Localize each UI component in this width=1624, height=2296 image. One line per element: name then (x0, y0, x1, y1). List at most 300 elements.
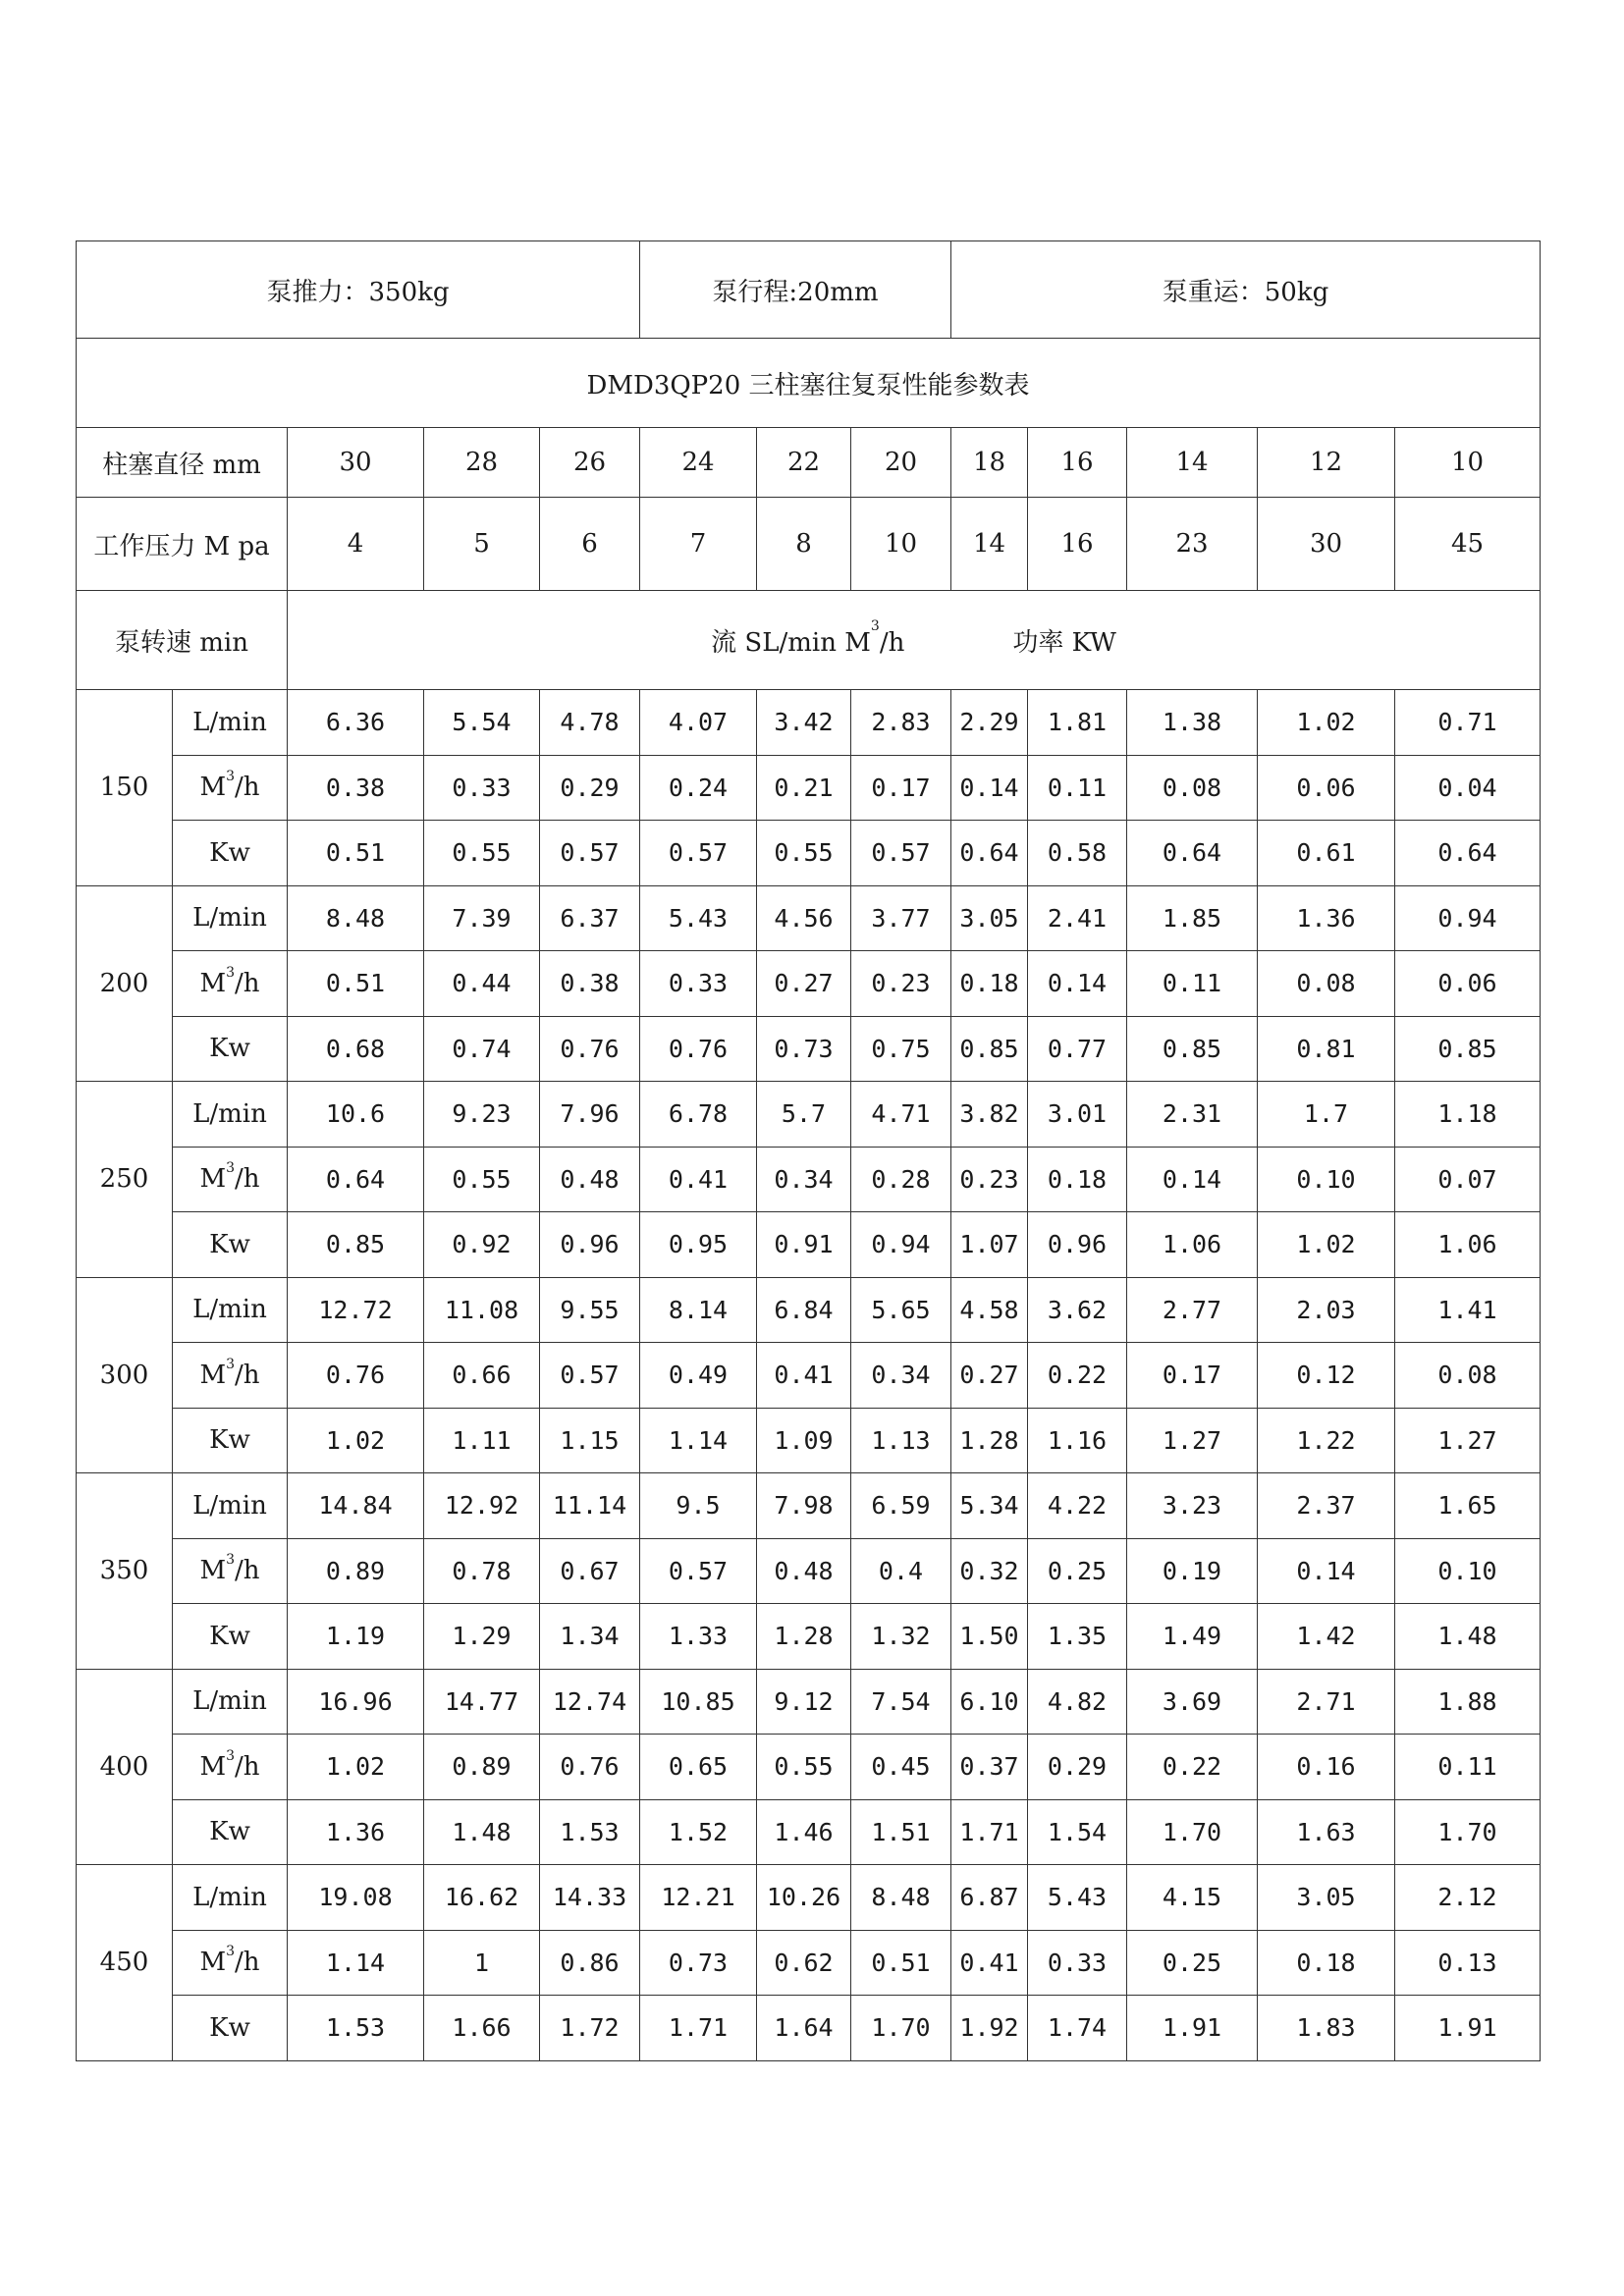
unit-kw: Kw (173, 1212, 288, 1278)
value-cell: 12.72 (288, 1277, 424, 1343)
value-cell: 0.38 (540, 951, 640, 1017)
value-cell: 1.02 (288, 1408, 424, 1473)
data-row (77, 1604, 1541, 1670)
value-cell: 0.65 (640, 1735, 757, 1800)
value-cell: 1.88 (1395, 1669, 1541, 1735)
value-cell: 5.54 (424, 690, 540, 756)
diameter-value-2: 26 (540, 428, 640, 498)
value-cell: 1.42 (1258, 1604, 1395, 1670)
value-cell: 0.44 (424, 951, 540, 1017)
data-row (77, 1016, 1541, 1082)
value-cell: 0.45 (851, 1735, 951, 1800)
pressure-value-0: 4 (288, 498, 424, 591)
value-cell: 1.36 (288, 1799, 424, 1865)
value-cell: 4.07 (640, 690, 757, 756)
value-cell: 0.41 (951, 1930, 1028, 1996)
value-cell: 1.52 (640, 1799, 757, 1865)
value-cell: 1.27 (1395, 1408, 1541, 1473)
value-cell: 1.91 (1127, 1996, 1258, 2061)
value-cell: 0.28 (851, 1147, 951, 1212)
value-cell: 2.12 (1395, 1865, 1541, 1931)
value-cell: 0.55 (757, 1735, 851, 1800)
pressure-value-8: 23 (1127, 498, 1258, 591)
value-cell: 5.34 (951, 1473, 1028, 1539)
value-cell: 1.28 (951, 1408, 1028, 1473)
value-cell: 1.81 (1028, 690, 1127, 756)
value-cell: 11.08 (424, 1277, 540, 1343)
value-cell: 0.71 (1395, 690, 1541, 756)
value-cell: 2.71 (1258, 1669, 1395, 1735)
value-cell: 1.14 (640, 1408, 757, 1473)
data-row (77, 1735, 1541, 1800)
value-cell: 0.10 (1258, 1147, 1395, 1212)
value-cell: 1.11 (424, 1408, 540, 1473)
value-cell: 0.57 (851, 821, 951, 886)
performance-sheet (76, 240, 1541, 2061)
data-row (77, 1669, 1541, 1735)
value-cell: 1.38 (1127, 690, 1258, 756)
value-cell: 0.85 (288, 1212, 424, 1278)
speed-header-row (77, 591, 1541, 690)
value-cell: 5.43 (1028, 1865, 1127, 1931)
speed-value: 350 (77, 1473, 173, 1670)
value-cell: 0.73 (757, 1016, 851, 1082)
value-cell: 0.78 (424, 1538, 540, 1604)
diameter-value-8: 14 (1127, 428, 1258, 498)
value-cell: 0.55 (424, 1147, 540, 1212)
value-cell: 2.83 (851, 690, 951, 756)
unit-lmin: L/min (173, 1865, 288, 1931)
value-cell: 0.51 (288, 951, 424, 1017)
pressure-value-6: 14 (951, 498, 1028, 591)
speed-value: 150 (77, 690, 173, 886)
value-cell: 9.55 (540, 1277, 640, 1343)
value-cell: 1.83 (1258, 1996, 1395, 2061)
speed-label: 泵转速 min (77, 591, 288, 690)
diameter-value-5: 20 (851, 428, 951, 498)
speed-value: 200 (77, 885, 173, 1082)
value-cell: 0.11 (1127, 951, 1258, 1017)
diameter-value-4: 22 (757, 428, 851, 498)
value-cell: 1.32 (851, 1604, 951, 1670)
pressure-row (77, 498, 1541, 591)
value-cell: 4.82 (1028, 1669, 1127, 1735)
value-cell: 1.35 (1028, 1604, 1127, 1670)
value-cell: 6.84 (757, 1277, 851, 1343)
value-cell: 0.75 (851, 1016, 951, 1082)
value-cell: 4.78 (540, 690, 640, 756)
value-cell: 3.23 (1127, 1473, 1258, 1539)
data-row (77, 1277, 1541, 1343)
value-cell: 0.25 (1127, 1930, 1258, 1996)
value-cell: 6.36 (288, 690, 424, 756)
unit-lmin: L/min (173, 1082, 288, 1148)
value-cell: 0.29 (540, 755, 640, 821)
data-row (77, 1996, 1541, 2061)
value-cell: 1.22 (1258, 1408, 1395, 1473)
value-cell: 3.77 (851, 885, 951, 951)
value-cell: 1.53 (540, 1799, 640, 1865)
value-cell: 0.89 (288, 1538, 424, 1604)
value-cell: 0.06 (1258, 755, 1395, 821)
value-cell: 1.09 (757, 1408, 851, 1473)
value-cell: 0.07 (1395, 1147, 1541, 1212)
unit-m3h: $M^3/h$ (173, 1735, 288, 1800)
value-cell: 4.58 (951, 1277, 1028, 1343)
data-row (77, 951, 1541, 1017)
value-cell: 10.85 (640, 1669, 757, 1735)
value-cell: 0.73 (640, 1930, 757, 1996)
value-cell: 0.16 (1258, 1735, 1395, 1800)
value-cell: 0.76 (640, 1016, 757, 1082)
value-cell: 1.19 (288, 1604, 424, 1670)
value-cell: 1.36 (1258, 885, 1395, 951)
unit-m3h: $M^3/h$ (173, 951, 288, 1017)
unit-lmin: L/min (173, 1473, 288, 1539)
value-cell: 0.12 (1258, 1343, 1395, 1409)
value-cell: 1.74 (1028, 1996, 1127, 2061)
diameter-value-6: 18 (951, 428, 1028, 498)
value-cell: 2.77 (1127, 1277, 1258, 1343)
data-row (77, 885, 1541, 951)
value-cell: 0.66 (424, 1343, 540, 1409)
value-cell: 0.55 (757, 821, 851, 886)
value-cell: 1.50 (951, 1604, 1028, 1670)
value-cell: 0.94 (851, 1212, 951, 1278)
value-cell: 19.08 (288, 1865, 424, 1931)
data-row (77, 1865, 1541, 1931)
speed-value: 450 (77, 1865, 173, 2061)
value-cell: 6.87 (951, 1865, 1028, 1931)
value-cell: 0.27 (757, 951, 851, 1017)
value-cell: 0.64 (951, 821, 1028, 886)
value-cell: 7.54 (851, 1669, 951, 1735)
value-cell: 0.76 (288, 1343, 424, 1409)
data-row (77, 1930, 1541, 1996)
value-cell: 0.64 (1395, 821, 1541, 886)
value-cell: 0.23 (951, 1147, 1028, 1212)
value-cell: 0.13 (1395, 1930, 1541, 1996)
data-row (77, 1473, 1541, 1539)
value-cell: 0.76 (540, 1735, 640, 1800)
pressure-label: 工作压力 M pa (77, 498, 288, 591)
value-cell: 1.02 (288, 1735, 424, 1800)
data-row (77, 1212, 1541, 1278)
table-title: DMD3QP20 三柱塞往复泵性能参数表 (77, 339, 1541, 428)
value-cell: 6.10 (951, 1669, 1028, 1735)
unit-kw: Kw (173, 821, 288, 886)
data-row (77, 690, 1541, 756)
value-cell: 3.69 (1127, 1669, 1258, 1735)
value-cell: 0.85 (951, 1016, 1028, 1082)
diameter-value-10: 10 (1395, 428, 1541, 498)
data-row (77, 1408, 1541, 1473)
diameter-value-0: 30 (288, 428, 424, 498)
value-cell: 0.32 (951, 1538, 1028, 1604)
value-cell: 1.48 (424, 1799, 540, 1865)
value-cell: 3.82 (951, 1082, 1028, 1148)
pressure-value-7: 16 (1028, 498, 1127, 591)
speed-value: 250 (77, 1082, 173, 1278)
value-cell: 0.41 (640, 1147, 757, 1212)
data-row (77, 1799, 1541, 1865)
value-cell: 0.48 (757, 1538, 851, 1604)
value-cell: 0.34 (757, 1147, 851, 1212)
value-cell: 0.64 (1127, 821, 1258, 886)
value-cell: 0.38 (288, 755, 424, 821)
value-cell: 0.49 (640, 1343, 757, 1409)
value-cell: 0.24 (640, 755, 757, 821)
value-cell: 1.70 (1127, 1799, 1258, 1865)
value-cell: 12.92 (424, 1473, 540, 1539)
pump-stroke: 泵行程:20mm (640, 241, 951, 339)
value-cell: 0.64 (288, 1147, 424, 1212)
value-cell: 1.06 (1395, 1212, 1541, 1278)
value-cell: 1.64 (757, 1996, 851, 2061)
value-cell: 0.11 (1395, 1735, 1541, 1800)
unit-kw: Kw (173, 1604, 288, 1670)
value-cell: 0.86 (540, 1930, 640, 1996)
pressure-value-2: 6 (540, 498, 640, 591)
value-cell: 0.34 (851, 1343, 951, 1409)
unit-m3h: $M^3/h$ (173, 1538, 288, 1604)
value-cell: 0.37 (951, 1735, 1028, 1800)
value-cell: 0.77 (1028, 1016, 1127, 1082)
value-cell: 5.7 (757, 1082, 851, 1148)
value-cell: 1.63 (1258, 1799, 1395, 1865)
value-cell: 1.06 (1127, 1212, 1258, 1278)
value-cell: 0.27 (951, 1343, 1028, 1409)
value-cell: 0.08 (1258, 951, 1395, 1017)
power-label: 功率 KW (1012, 627, 1116, 658)
value-cell: 16.62 (424, 1865, 540, 1931)
speed-value: 400 (77, 1669, 173, 1865)
value-cell: 0.51 (851, 1930, 951, 1996)
value-cell: 0.57 (540, 821, 640, 886)
value-cell: 1.33 (640, 1604, 757, 1670)
value-cell: 0.94 (1395, 885, 1541, 951)
value-cell: 0.14 (951, 755, 1028, 821)
value-cell: 0.25 (1028, 1538, 1127, 1604)
value-cell: 1.29 (424, 1604, 540, 1670)
value-cell: 0.68 (288, 1016, 424, 1082)
value-cell: 1.71 (951, 1799, 1028, 1865)
value-cell: 6.37 (540, 885, 640, 951)
unit-kw: Kw (173, 1016, 288, 1082)
value-cell: 7.98 (757, 1473, 851, 1539)
value-cell: 1.48 (1395, 1604, 1541, 1670)
value-cell: 0.04 (1395, 755, 1541, 821)
value-cell: 0.48 (540, 1147, 640, 1212)
value-cell: 12.74 (540, 1669, 640, 1735)
unit-lmin: L/min (173, 1669, 288, 1735)
value-cell: 1.02 (1258, 690, 1395, 756)
value-cell: 0.85 (1127, 1016, 1258, 1082)
flow-label: 流 SL/min $M^3/h$ (711, 617, 905, 658)
unit-lmin: L/min (173, 885, 288, 951)
value-cell: 8.14 (640, 1277, 757, 1343)
value-cell: 1.66 (424, 1996, 540, 2061)
value-cell: 1.34 (540, 1604, 640, 1670)
value-cell: 16.96 (288, 1669, 424, 1735)
value-cell: 0.74 (424, 1016, 540, 1082)
value-cell: 0.10 (1395, 1538, 1541, 1604)
flow-power-header (288, 591, 1541, 690)
unit-m3h: $M^3/h$ (173, 1147, 288, 1212)
value-cell: 0.55 (424, 821, 540, 886)
value-cell: 5.65 (851, 1277, 951, 1343)
value-cell: 0.96 (540, 1212, 640, 1278)
pressure-value-3: 7 (640, 498, 757, 591)
value-cell: 11.14 (540, 1473, 640, 1539)
value-cell: 1.7 (1258, 1082, 1395, 1148)
value-cell: 1.15 (540, 1408, 640, 1473)
data-row (77, 1147, 1541, 1212)
value-cell: 2.31 (1127, 1082, 1258, 1148)
value-cell: 8.48 (851, 1865, 951, 1931)
value-cell: 0.17 (851, 755, 951, 821)
unit-kw: Kw (173, 1408, 288, 1473)
value-cell: 0.81 (1258, 1016, 1395, 1082)
value-cell: 1.54 (1028, 1799, 1127, 1865)
value-cell: 0.06 (1395, 951, 1541, 1017)
value-cell: 0.92 (424, 1212, 540, 1278)
value-cell: 3.05 (951, 885, 1028, 951)
unit-kw: Kw (173, 1996, 288, 2061)
title-row (77, 339, 1541, 428)
value-cell: 7.96 (540, 1082, 640, 1148)
data-row (77, 1082, 1541, 1148)
unit-m3h: $M^3/h$ (173, 1930, 288, 1996)
value-cell: 1.70 (851, 1996, 951, 2061)
diameter-value-3: 24 (640, 428, 757, 498)
value-cell: 4.56 (757, 885, 851, 951)
value-cell: 5.43 (640, 885, 757, 951)
value-cell: 7.39 (424, 885, 540, 951)
value-cell: 1.16 (1028, 1408, 1127, 1473)
value-cell: 1.18 (1395, 1082, 1541, 1148)
value-cell: 4.71 (851, 1082, 951, 1148)
pressure-value-4: 8 (757, 498, 851, 591)
value-cell: 1.07 (951, 1212, 1028, 1278)
value-cell: 0.23 (851, 951, 951, 1017)
value-cell: 0.18 (1028, 1147, 1127, 1212)
pump-performance-table (76, 240, 1541, 2061)
diameter-value-1: 28 (424, 428, 540, 498)
value-cell: 0.41 (757, 1343, 851, 1409)
value-cell: 1 (424, 1930, 540, 1996)
value-cell: 1.91 (1395, 1996, 1541, 2061)
value-cell: 1.49 (1127, 1604, 1258, 1670)
spec-row (77, 241, 1541, 339)
value-cell: 0.95 (640, 1212, 757, 1278)
value-cell: 14.33 (540, 1865, 640, 1931)
pressure-value-9: 30 (1258, 498, 1395, 591)
value-cell: 3.01 (1028, 1082, 1127, 1148)
value-cell: 1.46 (757, 1799, 851, 1865)
value-cell: 0.58 (1028, 821, 1127, 886)
value-cell: 0.85 (1395, 1016, 1541, 1082)
diameter-value-7: 16 (1028, 428, 1127, 498)
data-row (77, 821, 1541, 886)
value-cell: 3.62 (1028, 1277, 1127, 1343)
value-cell: 4.15 (1127, 1865, 1258, 1931)
value-cell: 12.21 (640, 1865, 757, 1931)
value-cell: 1.85 (1127, 885, 1258, 951)
pressure-value-1: 5 (424, 498, 540, 591)
value-cell: 0.17 (1127, 1343, 1258, 1409)
value-cell: 1.70 (1395, 1799, 1541, 1865)
value-cell: 0.29 (1028, 1735, 1127, 1800)
value-cell: 4.22 (1028, 1473, 1127, 1539)
value-cell: 0.89 (424, 1735, 540, 1800)
diameter-label: 柱塞直径 mm (77, 428, 288, 498)
value-cell: 2.03 (1258, 1277, 1395, 1343)
value-cell: 0.51 (288, 821, 424, 886)
value-cell: 1.65 (1395, 1473, 1541, 1539)
value-cell: 0.22 (1028, 1343, 1127, 1409)
value-cell: 0.18 (951, 951, 1028, 1017)
value-cell: 10.6 (288, 1082, 424, 1148)
value-cell: 0.08 (1395, 1343, 1541, 1409)
value-cell: 9.5 (640, 1473, 757, 1539)
data-row (77, 1538, 1541, 1604)
value-cell: 14.84 (288, 1473, 424, 1539)
value-cell: 0.14 (1028, 951, 1127, 1017)
value-cell: 6.59 (851, 1473, 951, 1539)
value-cell: 1.53 (288, 1996, 424, 2061)
unit-lmin: L/min (173, 690, 288, 756)
value-cell: 0.08 (1127, 755, 1258, 821)
value-cell: 8.48 (288, 885, 424, 951)
value-cell: 1.41 (1395, 1277, 1541, 1343)
value-cell: 1.72 (540, 1996, 640, 2061)
value-cell: 3.05 (1258, 1865, 1395, 1931)
value-cell: 0.14 (1127, 1147, 1258, 1212)
value-cell: 0.57 (640, 821, 757, 886)
pump-weight: 泵重运：50kg (951, 241, 1541, 339)
unit-m3h: $M^3/h$ (173, 755, 288, 821)
value-cell: 3.42 (757, 690, 851, 756)
pump-thrust: 泵推力：350kg (77, 241, 640, 339)
value-cell: 9.12 (757, 1669, 851, 1735)
pressure-value-5: 10 (851, 498, 951, 591)
value-cell: 2.37 (1258, 1473, 1395, 1539)
value-cell: 0.33 (424, 755, 540, 821)
value-cell: 14.77 (424, 1669, 540, 1735)
value-cell: 0.22 (1127, 1735, 1258, 1800)
data-row (77, 1343, 1541, 1409)
value-cell: 0.76 (540, 1016, 640, 1082)
pressure-value-10: 45 (1395, 498, 1541, 591)
unit-m3h: $M^3/h$ (173, 1343, 288, 1409)
value-cell: 0.96 (1028, 1212, 1127, 1278)
value-cell: 1.02 (1258, 1212, 1395, 1278)
value-cell: 0.19 (1127, 1538, 1258, 1604)
value-cell: 0.91 (757, 1212, 851, 1278)
value-cell: 10.26 (757, 1865, 851, 1931)
value-cell: 1.51 (851, 1799, 951, 1865)
value-cell: 6.78 (640, 1082, 757, 1148)
value-cell: 0.4 (851, 1538, 951, 1604)
unit-lmin: L/min (173, 1277, 288, 1343)
value-cell: 0.33 (1028, 1930, 1127, 1996)
value-cell: 1.27 (1127, 1408, 1258, 1473)
value-cell: 1.13 (851, 1408, 951, 1473)
diameter-row (77, 428, 1541, 498)
value-cell: 0.33 (640, 951, 757, 1017)
unit-kw: Kw (173, 1799, 288, 1865)
